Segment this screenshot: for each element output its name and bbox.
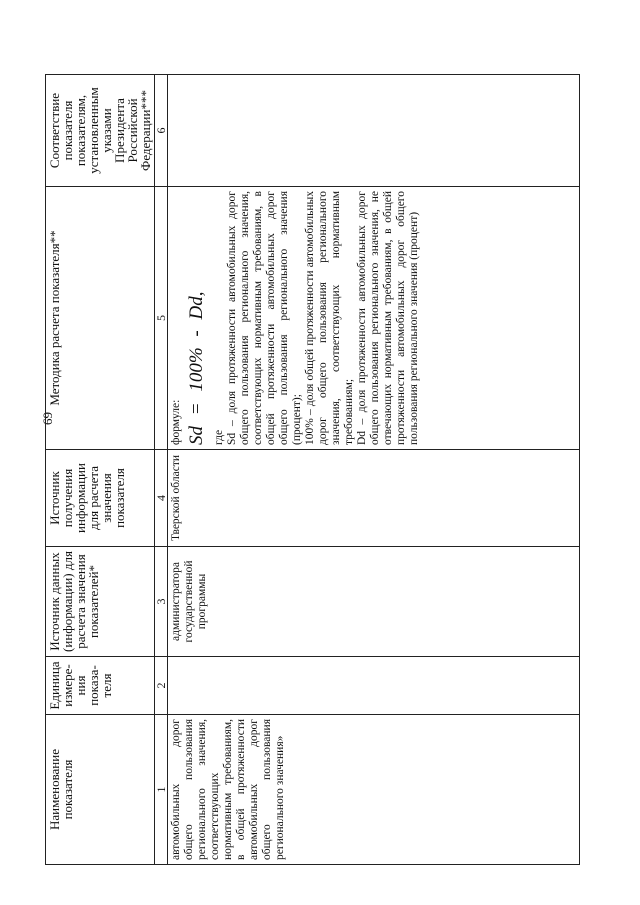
method-intro: формуле:	[170, 399, 182, 445]
method-definition-dd: Dd – доля протяженности автомобильных дорог общего пользования регионального значения, не отвечающих нормативным требованиям, в общей протяженности автомобильных дорог общего пользования регионального значения (процент)	[356, 191, 420, 445]
unit-cell	[168, 657, 580, 715]
info-source-cell: Тверской области	[168, 450, 580, 547]
header-method: Методика расчета показателя**	[46, 187, 155, 450]
page-number: 69	[40, 412, 55, 425]
header-row	[46, 75, 155, 865]
indicator-name-cell: автомобильных дорог общего пользования регионального значения, соответствующих нормативным требованиям, в общей протяженности автомобильных дорог общего пользования регионального значения»	[168, 715, 580, 865]
column-number: 4	[155, 450, 168, 547]
header-data-source: Источник данных (информации) для расчета значения показателей*	[46, 547, 155, 657]
column-number: 3	[155, 547, 168, 657]
method-formula: Sd = 100% - Dd,	[186, 291, 207, 445]
header-info-source: Источник получения информации для расчета значения показателя	[46, 450, 155, 547]
method-where: где	[213, 429, 225, 445]
header-unit: Единица измере-ния показа-теля	[46, 657, 155, 715]
method-cell	[168, 187, 580, 450]
column-number: 2	[155, 657, 168, 715]
indicator-table	[45, 74, 580, 865]
rotated-page-content	[45, 75, 545, 865]
column-number-row	[155, 75, 168, 865]
method-definition-total: 100% – доля общей протяженности автомобильных дорог общего пользования регионального значения, соответствующих нормативным требованиям;	[304, 191, 355, 445]
method-definition-sd: Sd – доля протяженности автомобильных дорог общего пользования регионального значения, соответствующих нормативным требованиям, в общей протяженности автомобильных дорог общего пользования регионального значения (процент);	[226, 191, 303, 445]
table-row	[168, 75, 580, 865]
column-number: 6	[155, 75, 168, 187]
column-number: 1	[155, 715, 168, 865]
compliance-cell	[168, 75, 580, 187]
data-source-cell: администратора государственной программы	[168, 547, 580, 657]
header-compliance: Соответствие показателя показателям, установленным указами Президента Российской Федерации***	[46, 75, 155, 187]
header-indicator-name: Наименование показателя	[46, 715, 155, 865]
column-number: 5	[155, 187, 168, 450]
